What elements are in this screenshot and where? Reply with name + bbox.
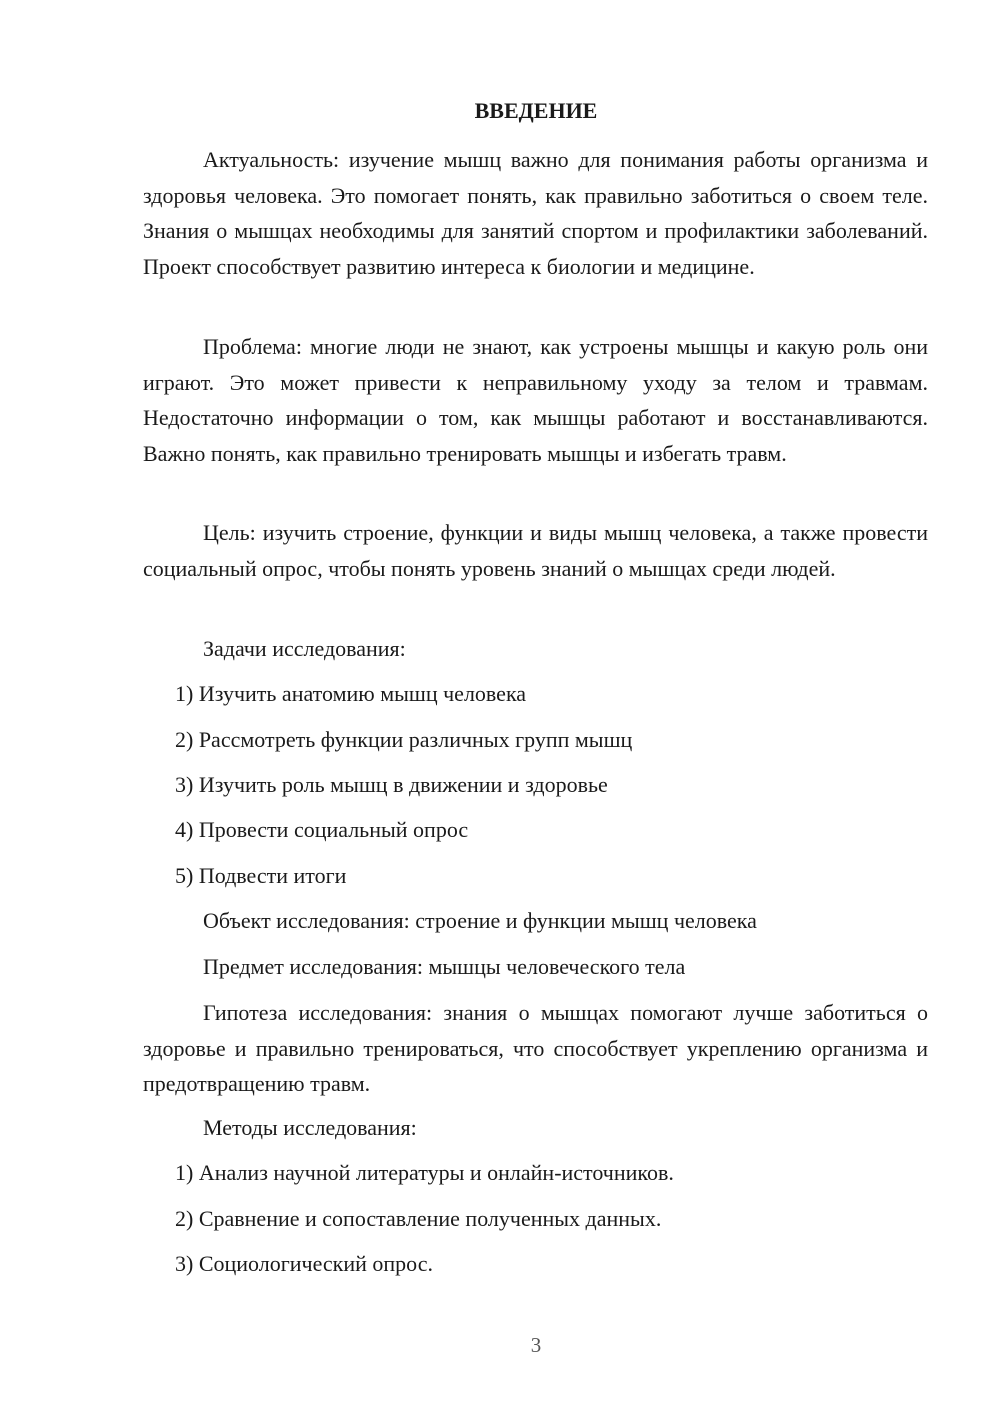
page-number: 3 <box>530 1333 542 1357</box>
research-object: Объект исследования: строение и функции мышц человека <box>203 908 757 933</box>
section-title: ВВЕДЕНИЕ <box>474 98 598 123</box>
task-item: 1) Изучить анатомию мышц человека <box>175 681 527 706</box>
methods-heading: Методы исследования: <box>203 1115 417 1140</box>
relevance-paragraph: Актуальность: изучение мышц важно для понимания работы организма и здоровья человека. Это помогает понять, как правильно заботиться о своем теле. Знания о мышцах необходимы для занятий спортом и профилактики заболеваний. Проект способствует развитию интереса к биологии и медицине. <box>143 147 928 279</box>
goal-paragraph: Цель: изучить строение, функции и виды мышц человека, а также провести социальный опрос, чтобы понять уровень знаний о мышцах среди людей. <box>143 520 928 581</box>
problem-paragraph: Проблема: многие люди не знают, как устроены мышцы и какую роль они играют. Это может привести к неправильному уходу за телом и травмам. Недостаточно информации о том, как мышцы работают и восстанавливаются. Важно понять, как правильно тренировать мышцы и избегать травм. <box>143 334 928 466</box>
research-subject: Предмет исследования: мышцы человеческого тела <box>203 954 686 979</box>
tasks-heading: Задачи исследования: <box>203 636 406 661</box>
method-item: 1) Анализ научной литературы и онлайн-источников. <box>175 1160 674 1185</box>
task-item: 5) Подвести итоги <box>175 863 347 888</box>
hypothesis-paragraph: Гипотеза исследования: знания о мышцах помогают лучше заботиться о здоровье и правильно тренироваться, что способствует укреплению организма и предотвращению травм. <box>143 1000 928 1096</box>
task-item: 2) Рассмотреть функции различных групп мышц <box>175 727 633 752</box>
task-item: 4) Провести социальный опрос <box>175 817 469 842</box>
method-item: 2) Сравнение и сопоставление полученных данных. <box>175 1206 662 1231</box>
method-item: 3) Социологический опрос. <box>175 1251 433 1276</box>
task-item: 3) Изучить роль мышц в движении и здоровье <box>175 772 608 797</box>
